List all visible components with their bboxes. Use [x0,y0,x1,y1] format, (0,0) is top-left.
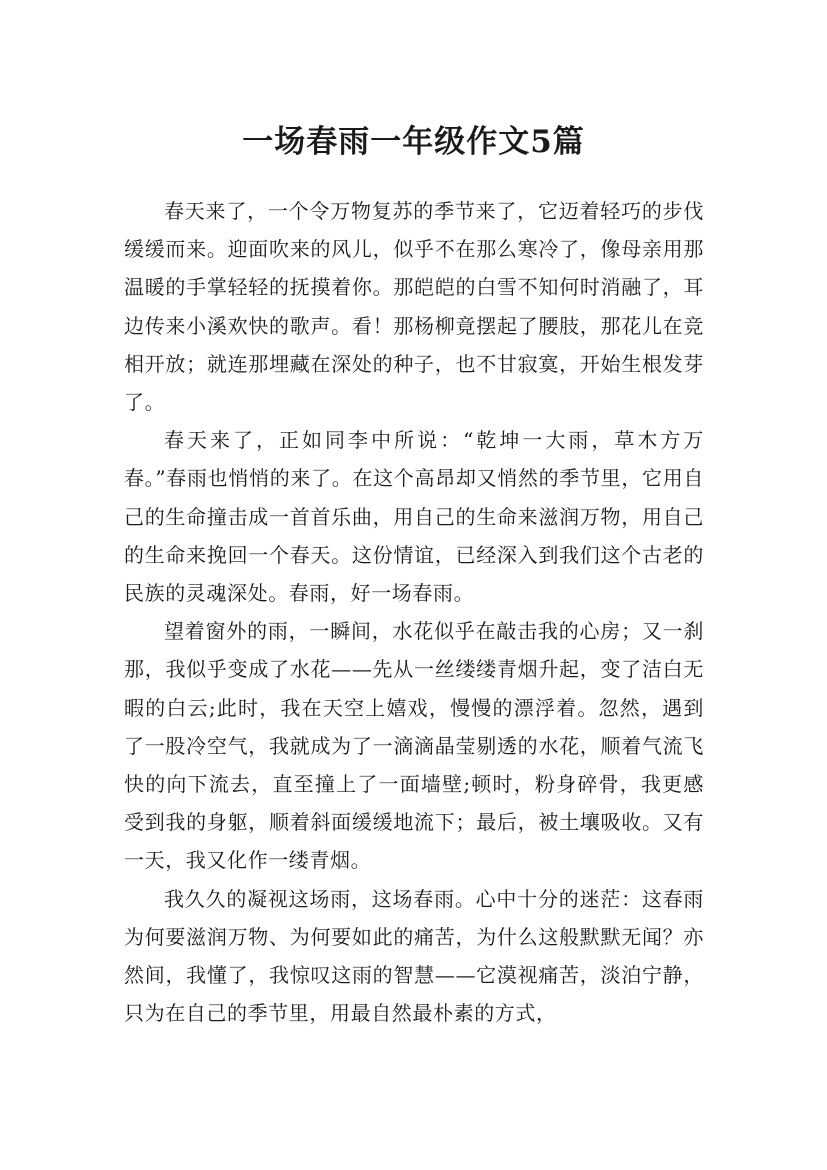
document-title: 一场春雨一年级作文5篇 [242,123,585,160]
document-body [124,192,704,1032]
paragraph-4: 我久久的凝视这场雨，这场春雨。心中十分的迷茫：这春雨为何要滋润万物、为何要如此的痛苦，为什么这般默默无闻？亦然间，我懂了，我惊叹这雨的智慧——它漠视痛苦，淡泊宁静，只为在自己的季节里，用最自然最朴素的方式， [124,886,704,1026]
paragraph-1: 春天来了，一个令万物复苏的季节来了，它迈着轻巧的步伐缓缓而来。迎面吹来的风儿，似乎不在那么寒冷了，像母亲用那温暖的手掌轻轻的抚摸着你。那皑皑的白雪不知何时消融了，耳边传来小溪欢快的歌声。看！那杨柳竟摆起了腰肢，那花儿在竞相开放；就连那埋藏在深处的种子，也不甘寂寞，开始生根发芽了。 [124,199,704,415]
paragraph-3: 望着窗外的雨，一瞬间，水花似乎在敲击我的心房；又一刹那，我似乎变成了水花——先从一丝缕缕青烟升起，变了洁白无暇的白云;此时，我在天空上嬉戏，慢慢的漂浮着。忽然，遇到了一股冷空气，我就成为了一滴滴晶莹剔透的水花，顺着气流飞快的向下流去，直至撞上了一面墙壁;顿时，粉身碎骨，我更感受到我的身躯，顺着斜面缓缓地流下；最后，被土壤吸收。又有一天，我又化作一缕青烟。 [124,619,704,873]
paragraph-2: 春天来了，正如同李中所说：“乾坤一大雨，草木方万春。”春雨也悄悄的来了。在这个高昂却又悄然的季节里，它用自己的生命撞击成一首首乐曲，用自己的生命来滋润万物，用自己的生命来挽回一个春天。这份情谊，已经深入到我们这个古老的民族的灵魂深处。春雨，好一场春雨。 [124,428,704,606]
